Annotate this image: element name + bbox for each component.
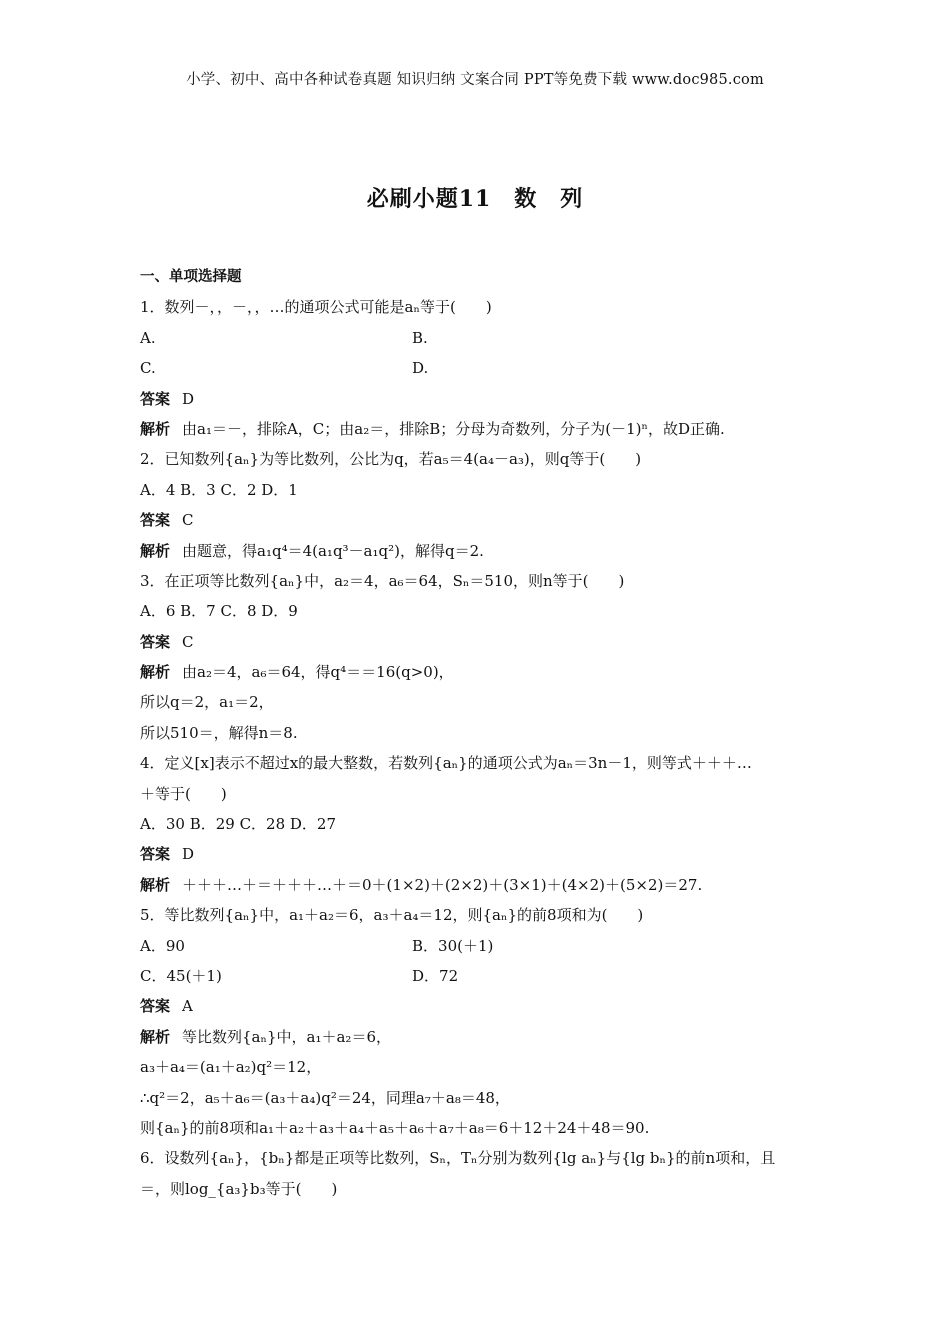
q1-answer-value: D: [182, 389, 195, 408]
answer-label: 答案: [140, 997, 171, 1016]
q5-analysis-line: ∴q²＝2，a₅＋a₆＝(a₃＋a₄)q²＝24，同理a₇＋a₈＝48，: [140, 1088, 510, 1107]
analysis-label: 解析: [140, 541, 171, 560]
analysis-label: 解析: [140, 875, 171, 894]
q1-stem: 1．数列－，，－，，…的通项公式可能是aₙ等于( ): [140, 298, 492, 317]
q3-analysis-text: 由a₂＝4，a₆＝64，得q⁴＝＝16(q>0)，: [182, 663, 454, 682]
q1-option-a: A.: [140, 328, 156, 347]
analysis-label: 解析: [140, 663, 171, 682]
q1-options-cd: [140, 353, 820, 383]
q1-analysis: [140, 414, 820, 444]
page-title: 必刷小题11 数 列: [366, 186, 584, 212]
q3-answer: [140, 627, 820, 657]
q5-answer-value: A: [182, 997, 193, 1016]
q6-stem: 6．设数列{aₙ}，{bₙ}都是正项等比数列，Sₙ，Tₙ分别为数列{lg aₙ}与{lg bₙ}的前n项和，且: [140, 1149, 776, 1168]
q4-answer-value: D: [182, 845, 195, 864]
q3-stem: 3．在正项等比数列{aₙ}中，a₂＝4，a₆＝64，Sₙ＝510，则n等于( ): [140, 571, 625, 590]
q5-answer: [140, 991, 820, 1021]
section-heading: 一、单项选择题: [140, 269, 242, 285]
answer-label: 答案: [140, 845, 171, 864]
q4-options: A．30 B．29 C．28 D．27: [140, 815, 337, 834]
q2-stem: 2．已知数列{aₙ}为等比数列，公比为q，若a₅＝4(a₄－a₃)，则q等于( ): [140, 450, 642, 469]
page-header: 小学、初中、高中各种试卷真题 知识归纳 文案合同 PPT等免费下载 www.doc985.com: [186, 72, 764, 88]
q6-stem-cont: ＝，则log_{a₃}b₃等于( ): [140, 1179, 338, 1198]
question-list: [140, 262, 820, 1204]
q4-answer: [140, 839, 820, 869]
q3-analysis-line: 所以q＝2，a₁＝2，: [140, 693, 274, 712]
answer-label: 答案: [140, 511, 171, 530]
q3-analysis: [140, 657, 820, 687]
q5-analysis-line: 则{aₙ}的前8项和a₁＋a₂＋a₃＋a₄＋a₅＋a₆＋a₇＋a₈＝6＋12＋24＋48＝90.: [140, 1118, 650, 1137]
q2-answer: [140, 505, 820, 535]
q3-answer-value: C: [182, 632, 194, 651]
q5-option-d: D．72: [412, 966, 459, 985]
q5-option-c: C．45(＋1): [140, 966, 222, 985]
q2-analysis-text: 由题意，得a₁q⁴＝4(a₁q³－a₁q²)，解得q＝2.: [182, 541, 484, 560]
q3-analysis-line: 所以510＝，解得n＝8.: [140, 723, 298, 742]
q1-option-b: B.: [412, 328, 428, 347]
q4-stem: 4．定义[x]表示不超过x的最大整数，若数列{aₙ}的通项公式为aₙ＝3n－1，则等式＋＋＋…: [140, 754, 752, 773]
answer-label: 答案: [140, 389, 171, 408]
q1-options-ab: [140, 323, 820, 353]
q4-stem-cont: ＋等于( ): [140, 784, 227, 803]
analysis-label: 解析: [140, 419, 171, 438]
q5-options-cd: [140, 961, 820, 991]
q5-options-ab: [140, 931, 820, 961]
q4-analysis: [140, 870, 820, 900]
q5-analysis: [140, 1022, 820, 1052]
q4-analysis-text: ＋＋＋…＋＝＋＋＋…＋＝0＋(1×2)＋(2×2)＋(3×1)＋(4×2)＋(5×2)＝27.: [182, 875, 703, 894]
q1-option-c: C.: [140, 359, 156, 378]
q1-option-d: D.: [412, 359, 429, 378]
q5-option-b: B．30(＋1): [412, 936, 494, 955]
q1-answer: [140, 384, 820, 414]
answer-label: 答案: [140, 632, 171, 651]
q2-answer-value: C: [182, 511, 194, 530]
q5-stem: 5．等比数列{aₙ}中，a₁＋a₂＝6，a₃＋a₄＝12，则{aₙ}的前8项和为( ): [140, 906, 644, 925]
q5-analysis-text: 等比数列{aₙ}中，a₁＋a₂＝6，: [182, 1027, 391, 1046]
q3-options: A．6 B．7 C．8 D．9: [140, 602, 298, 621]
analysis-label: 解析: [140, 1027, 171, 1046]
q5-option-a: A．90: [140, 936, 185, 955]
q5-analysis-line: a₃＋a₄＝(a₁＋a₂)q²＝12，: [140, 1058, 322, 1077]
q2-analysis: [140, 536, 820, 566]
q1-analysis-text: 由a₁＝－，排除A，C；由a₂＝，排除B；分母为奇数列，分子为(－1)ⁿ，故D正确.: [182, 419, 725, 438]
q2-options: A．4 B．3 C．2 D．1: [140, 480, 298, 499]
